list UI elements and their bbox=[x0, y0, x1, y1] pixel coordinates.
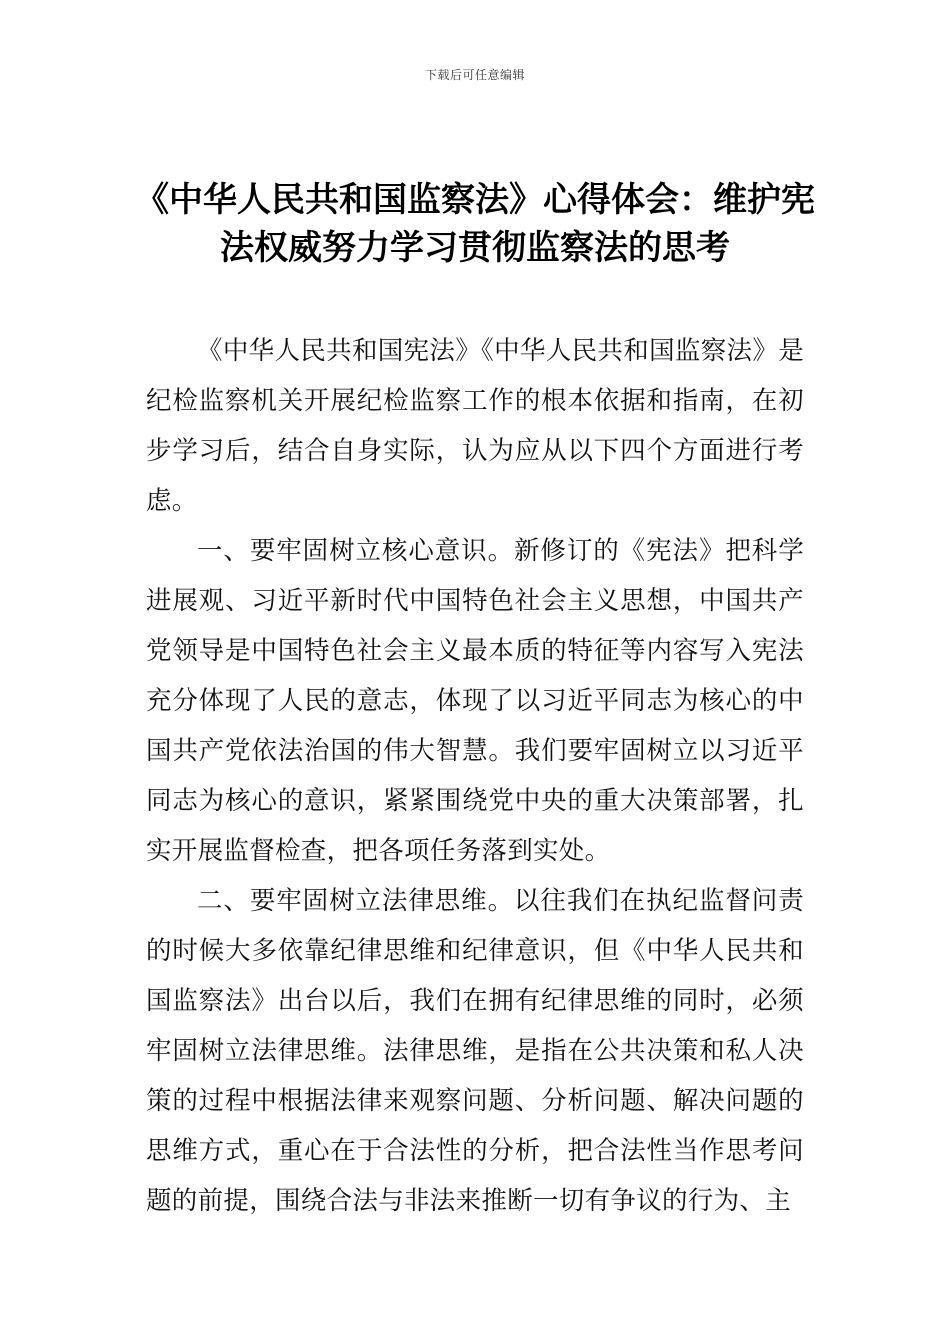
header-note: 下载后可任意编辑 bbox=[424, 68, 525, 82]
paragraph-intro: 《中华人民共和国宪法》《中华人民共和国监察法》是纪检监察机关开展纪检监察工作的根本依据和指南，在初步学习后，结合自身实际，认为应从以下四个方面进行考虑。 bbox=[146, 336, 804, 516]
document-body bbox=[146, 326, 804, 1226]
document-title: 《中华人民共和国监察法》心得体会：维护宪法权威努力学习贯彻监察法的思考 bbox=[135, 180, 815, 268]
paragraph-core-awareness: 一、要牢固树立核心意识。新修订的《宪法》把科学进展观、习近平新时代中国特色社会主义思想，中国共产党领导是中国特色社会主义最本质的特征等内容写入宪法充分体现了人民的意志，体现了以习近平同志为核心的中国共产党依法治国的伟大智慧。我们要牢固树立以习近平同志为核心的意识，紧紧围绕党中央的重大决策部署，扎实开展监督检查，把各项任务落到实处。 bbox=[146, 536, 804, 866]
paragraph-legal-thinking: 二、要牢固树立法律思维。以往我们在执纪监督问责的时候大多依靠纪律思维和纪律意识，但《中华人民共和国监察法》出台以后，我们在拥有纪律思维的同时，必须牢固树立法律思维。法律思维，是指在公共决策和私人决策的过程中根据法律来观察问题、分析问题、解决问题的思维方式，重心在于合法性的分析，把合法性当作思考问题的前提，围绕合法与非法来推断一切有争议的行为、主 bbox=[146, 886, 804, 1216]
